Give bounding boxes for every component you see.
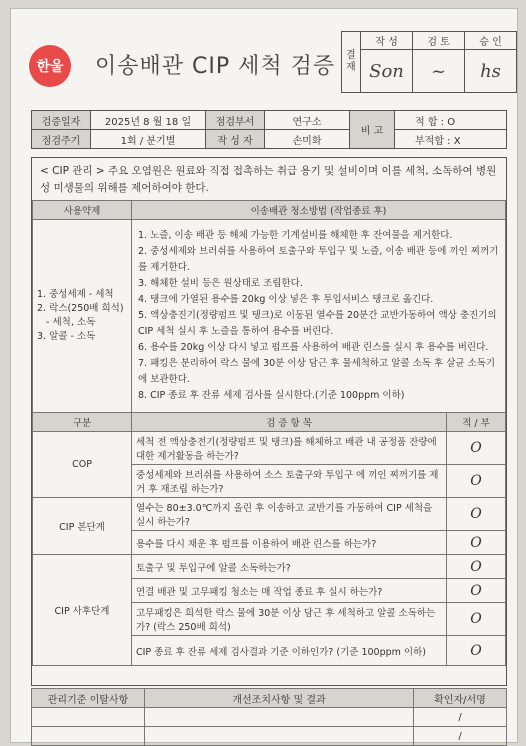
group-cip-post: CIP 사후단계 (33, 555, 132, 666)
footer-slash: / (414, 727, 507, 746)
step-item: 1. 노즐, 이송 배관 등 해체 가능한 기계설비를 해체한 후 잔여물을 제거한다. (138, 230, 453, 241)
footer-slash: / (414, 708, 507, 727)
author-label: 작 성 자 (206, 130, 265, 149)
dept-value: 연구소 (265, 111, 350, 130)
hanul-logo: 한울 (29, 45, 71, 87)
step-item: 2. 중성세제와 브러쉬를 사용하여 토출구와 투입구 및 노즐, 이송 배관 등에 끼인 찌꺼기를 제거한다. (138, 246, 499, 273)
group-cip-main: CIP 본단계 (33, 498, 132, 555)
approval-table (341, 31, 517, 93)
footer-confirm-header: 확인자/서명 (414, 689, 507, 708)
chemical-item: 2. 락스(250배 희석) (37, 303, 124, 314)
info-table (31, 110, 507, 149)
date-value: 2025년 8 월 18 일 (91, 111, 206, 130)
check-item: 고무패킹은 희석한 락스 물에 30분 이상 담근 후 세척하고 알콜 소독하는가? (락스 250배 희석) (132, 603, 447, 636)
step-item: 7. 패킹은 분리하여 락스 물에 30분 이상 담근 후 물세척하고 알콜 소독 후 살균 소독기에 보관한다. (138, 358, 496, 385)
approval-col-approve: 승 인 (464, 32, 516, 50)
document-title: 이송배관 CIP 세척 검증 (95, 54, 336, 79)
check-item: 중성세제와 브러쉬를 사용하여 소스 토출구와 투입구 에 끼인 찌꺼기를 제거 후 재조립 하는가? (132, 465, 447, 498)
dept-label: 점검부서 (206, 111, 265, 130)
remark-pass: 적 합 : O (395, 111, 507, 130)
cycle-value: 1회 / 분기별 (91, 130, 206, 149)
check-item: 용수를 다시 채운 후 펌프를 이용하여 배관 린스를 하는가? (132, 531, 447, 555)
footer-table (31, 688, 507, 746)
steps-cell (132, 220, 506, 413)
approval-side-label: 결 재 (342, 32, 361, 93)
signature-review: ~ (413, 50, 465, 93)
check-item: 토출구 및 투입구에 알콜 소독하는가? (132, 555, 447, 579)
footer-cell (145, 727, 414, 746)
check-item: 열수는 80±3.0℃까지 올린 후 이송하고 교반기를 가동하여 CIP 세척을 실시 하는가? (132, 498, 447, 531)
chemicals-cell (33, 220, 132, 413)
intro-text: < CIP 관리 > 주요 오염원은 원료와 직접 접촉하는 취급 용기 및 설비이며 이를 세척, 소독하여 병원성 미생물의 위해를 제어하여야 한다. (40, 165, 497, 194)
check-item: 연결 배관 및 고무패킹 청소는 매 작업 종료 후 실시 하는가? (132, 579, 447, 603)
chemical-item: 3. 알콜 - 소독 (37, 331, 96, 342)
procedure-table (32, 200, 506, 666)
document-sheet (10, 8, 518, 743)
check-mark: O (447, 531, 506, 555)
check-mark: O (447, 465, 506, 498)
check-item: CIP 종료 후 잔류 세제 검사결과 기준 이하인가? (기준 100ppm 이하) (132, 636, 447, 666)
check-mark: O (447, 498, 506, 531)
footer-cell (145, 708, 414, 727)
check-mark: O (447, 432, 506, 465)
check-mark: O (447, 555, 506, 579)
approval-col-author: 작 성 (360, 32, 412, 50)
remark-fail: 부적합 : X (395, 130, 507, 149)
step-item: 6. 용수를 20kg 이상 다시 넣고 펌프를 사용하여 배관 린스를 실시 후 용수를 버린다. (138, 342, 489, 353)
group-cop: COP (33, 432, 132, 498)
check-item: 세척 전 액상충전기(정량펌프 및 탱크)를 해체하고 배관 내 공정품 잔량에 대한 제거활동을 하는가? (132, 432, 447, 465)
signature-author: Son (360, 50, 412, 93)
approval-col-review: 검 토 (413, 32, 465, 50)
footer-deviation-header: 관리기준 이탈사항 (32, 689, 145, 708)
signature-approve: hs (464, 50, 516, 93)
chemical-item: 1. 중성세제 - 세척 (37, 289, 114, 300)
chemical-item: - 세척, 소독 (37, 317, 96, 328)
chem-header: 사용약제 (33, 201, 132, 220)
step-item: 5. 액상충진기(정량펌프 및 탱크)로 이동된 열수를 20분간 교반가동하여 액상 충진기의 CIP 세척 실시 후 노즐을 통하여 용수를 버린다. (138, 310, 497, 337)
footer-cell (32, 727, 145, 746)
method-header: 이송배관 청소방법 (작업종료 후) (132, 201, 506, 220)
date-label: 검증일자 (32, 111, 91, 130)
footer-cell (32, 708, 145, 727)
check-mark: O (447, 603, 506, 636)
cycle-label: 점검주기 (32, 130, 91, 149)
check-mark: O (447, 636, 506, 666)
footer-action-header: 개선조치사항 및 결과 (145, 689, 414, 708)
steps-list (138, 228, 499, 404)
check-mark: O (447, 579, 506, 603)
author-value: 손미화 (265, 130, 350, 149)
gubun-header: 구분 (33, 413, 132, 432)
result-header: 적 / 부 (447, 413, 506, 432)
step-item: 8. CIP 종료 후 잔류 세제 검사를 실시한다.(기준 100ppm 이하) (138, 390, 405, 401)
check-item-header: 검 증 항 목 (132, 413, 447, 432)
step-item: 3. 해체한 설비 등은 원상태로 조립한다. (138, 278, 303, 289)
remark-label: 비 고 (350, 111, 395, 149)
procedure-box (31, 157, 507, 686)
step-item: 4. 탱크에 가열된 용수를 20kg 이상 넣은 후 투입서비스 탱크로 옮긴다. (138, 294, 434, 305)
